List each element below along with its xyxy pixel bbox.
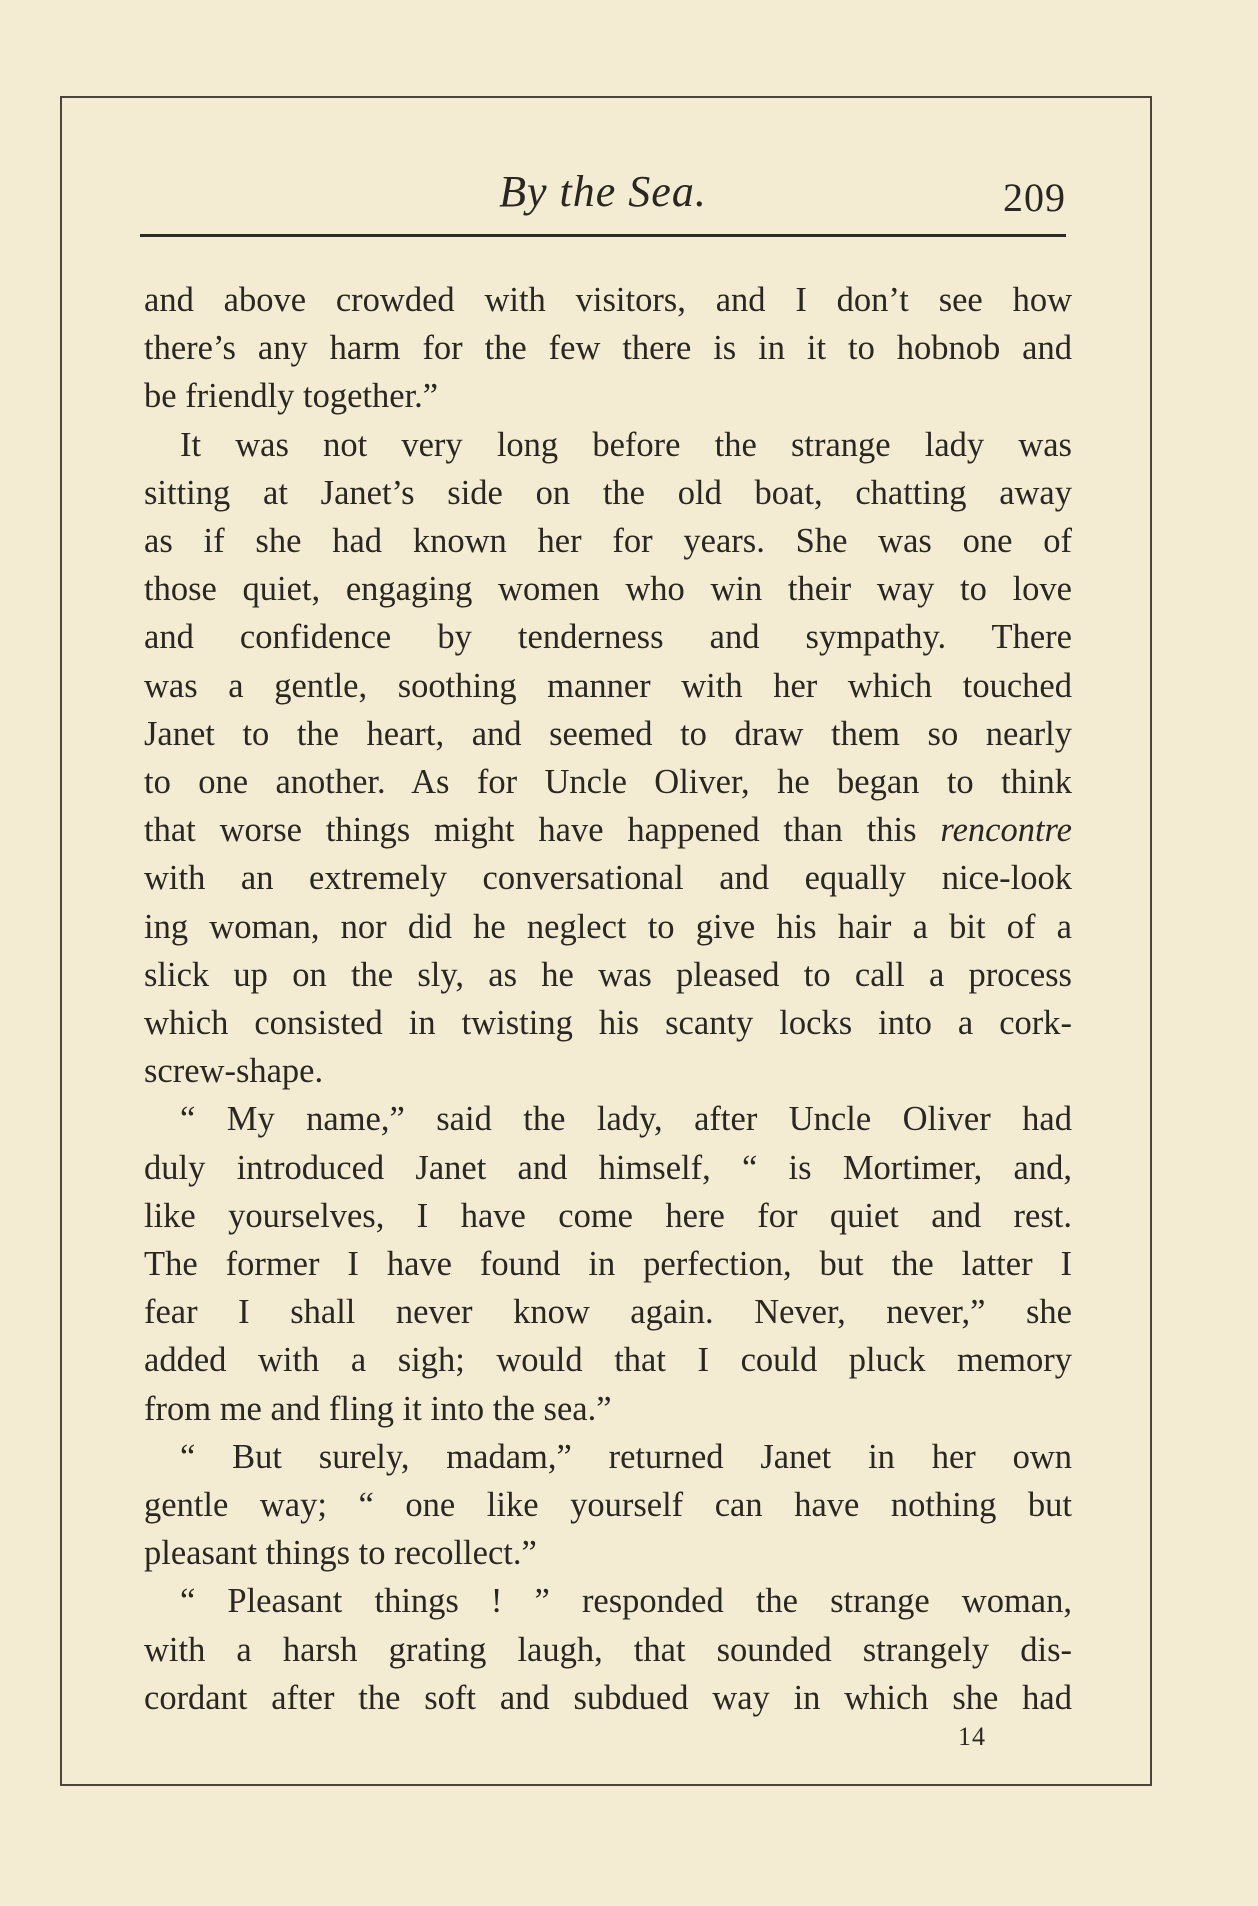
text-line: “ But surely, madam,” returned Janet in her own [180,1437,1072,1476]
text-line: ing woman, nor did he neglect to give his hair a bit of a [144,907,1072,946]
text-line: screw-shape. [144,1052,324,1091]
text-line: “ My name,” said the lady, after Uncle Oliver had [180,1100,1072,1139]
text-line: to one another. As for Uncle Oliver, he began to think [144,763,1072,802]
text-line: The former I have found in perfection, but the latter I [144,1245,1072,1284]
text-line: those quiet, engaging women who win their way to love [144,570,1072,609]
text-line: gentle way; “ one like yourself can have nothing but [144,1486,1072,1525]
text-line-with-italic [144,806,1072,854]
header-rule [140,234,1066,237]
text-line: which consisted in twisting his scanty locks into a cork- [144,1004,1072,1043]
text-line: duly introduced Janet and himself, “ is Mortimer, and, [144,1148,1072,1187]
signature-mark: 14 [958,1722,986,1751]
text-line: there’s any harm for the few there is in it to hobnob and [144,329,1072,368]
text-line: cordant after the soft and subdued way in which she had [144,1678,1072,1717]
text-line: fear I shall never know again. Never, never,” she [144,1293,1072,1332]
text-segment: that worse things might have happened than this [144,811,917,850]
text-line: was a gentle, soothing manner with her which touched [144,666,1072,705]
text-line: “ Pleasant things ! ” responded the strange woman, [180,1582,1072,1621]
page-number: 209 [1003,175,1066,220]
text-line: as if she had known her for years. She was one of [144,522,1072,561]
text-line: sitting at Janet’s side on the old boat, chatting away [144,473,1072,512]
text-line: from me and fling it into the sea.” [144,1389,612,1428]
running-head [140,160,1066,224]
text-line: with an extremely conversational and equally nice-look [144,859,1072,898]
text-line: pleasant things to recollect.” [144,1534,537,1573]
text-line: with a harsh grating laugh, that sounded strangely dis- [144,1630,1072,1669]
text-line: added with a sigh; would that I could pluck memory [144,1341,1072,1380]
text-line: and above crowded with visitors, and I don’t see how [144,281,1072,319]
text-line: and confidence by tenderness and sympathy. There [144,618,1072,657]
italic-word: rencontre [940,811,1072,850]
text-line: slick up on the sly, as he was pleased to call a process [144,955,1072,994]
running-title: By the Sea. [499,167,707,216]
text-line: It was not very long before the strange lady was [180,425,1072,464]
text-line: Janet to the heart, and seemed to draw them so nearly [144,714,1072,753]
text-line: like yourselves, I have come here for quiet and rest. [144,1196,1072,1235]
text-line: be friendly together.” [144,377,439,416]
body-text [144,276,1072,1722]
